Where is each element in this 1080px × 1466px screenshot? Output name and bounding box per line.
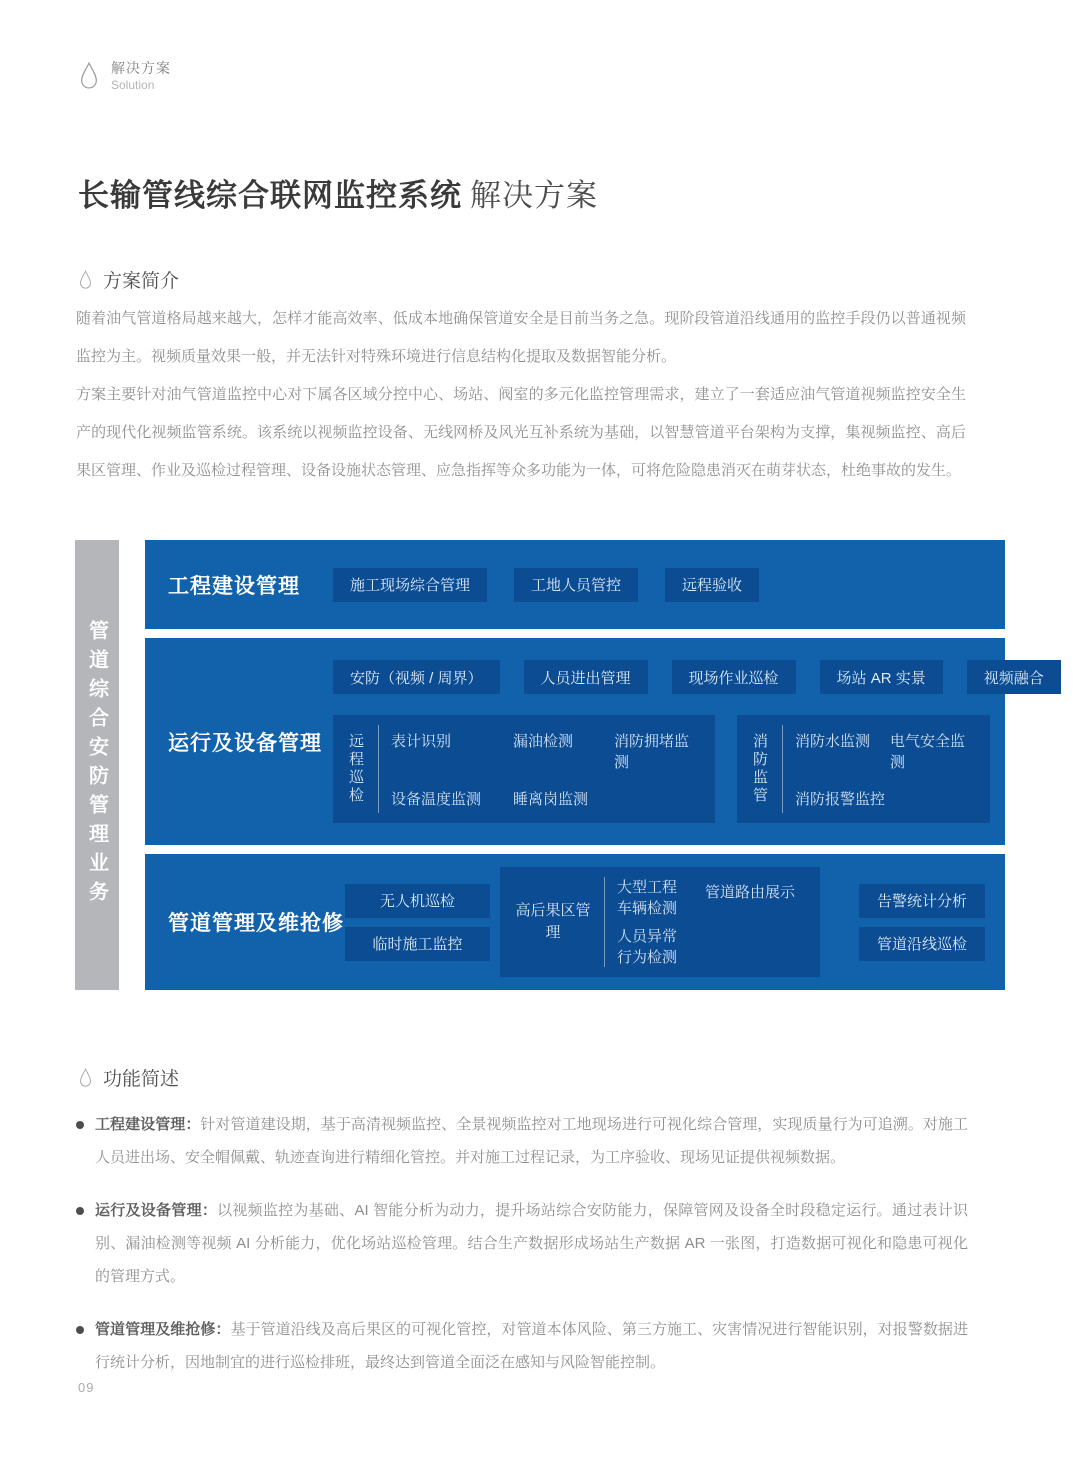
bullet-body: 基于管道沿线及高后果区的可视化管控，对管道本体风险、第三方施工、灾害情况进行智能识别，对报警数据进行统计分析，因地制宜的进行巡检排班，最终达到管道全面泛在感知与风险智能控制。 [95, 1321, 968, 1371]
bullet-lead: 工程建设管理： [95, 1116, 201, 1133]
group-vertical-label: 远程巡检 [347, 733, 364, 805]
functions-section-heading [78, 1064, 179, 1091]
bullet-lead: 管道管理及维抢修： [95, 1321, 231, 1338]
brand-logo [78, 60, 171, 93]
group-fire-supervision [737, 715, 990, 823]
chip: 施工现场综合管理 [333, 568, 487, 602]
bullet-icon [76, 1326, 84, 1334]
page-title-main: 长输管线综合联网监控系统 [78, 178, 462, 213]
group-items [617, 877, 689, 968]
bullet-icon [76, 1207, 84, 1215]
chip: 安防（视频 / 周界） [333, 660, 500, 694]
chip: 告警统计分析 [859, 884, 985, 918]
group-item: 漏油检测 [513, 732, 574, 750]
intro-paragraph-2: 方案主要针对油气管道监控中心对下属各区域分控中心、场站、阀室的多元化监控管理需求，建立了一套适应油气管道视频监控安全生产的现代化视频监管系统。该系统以视频监控设备、无线网桥及风光互补系统为基础，以智慧管道平台架构为支撑，集视频监控、高后果区管理、作业及巡检过程管理、设备设施状态管理、应急指挥等众多功能为一体，可将危险隐患消灭在萌芽状态，杜绝事故的发生。 [76, 386, 966, 479]
group-item: 管道路由展示 [705, 884, 796, 901]
panel-label: 工程建设管理 [168, 574, 300, 598]
water-drop-icon [78, 61, 100, 91]
functions-list [76, 1108, 968, 1399]
group-vertical-label: 消防监管 [751, 733, 768, 805]
divider [782, 725, 783, 813]
group-item: 消防拥堵监测 [614, 732, 690, 771]
group-remote-inspection [333, 715, 715, 823]
panel-label: 运行及设备管理 [168, 731, 322, 755]
intro-heading-label: 方案简介 [103, 271, 180, 292]
diagram-panels [145, 540, 1044, 990]
diagram-sidebar [75, 540, 119, 990]
group-high-consequence-area [500, 867, 820, 977]
chip: 远程验收 [665, 568, 759, 602]
list-item [76, 1313, 968, 1379]
group-item: 大型工程车辆检测 [617, 878, 678, 917]
group-item: 表计识别 [391, 732, 452, 750]
bullet-body: 以视频监控为基础、AI 智能分析为动力，提升场站综合安防能力，保障管网及设备全时段稳定运行。通过表计识别、漏油检测等视频 AI 分析能力，优化场站巡检管理。结合生产数据形成场站生产数据 AR 一张图，打造数据可视化和隐患可视化的管理方式。 [95, 1202, 968, 1285]
panel3-left-chips [345, 884, 490, 961]
group-item: 睡离岗监测 [513, 790, 589, 808]
panel2-groups [333, 715, 1005, 823]
bullet-icon [76, 1121, 84, 1129]
bullet-body: 针对管道建设期，基于高清视频监控、全景视频监控对工地现场进行可视化综合管理，实现质量行为可追溯。对施工人员进出场、安全帽佩戴、轨迹查询进行精细化管控。并对施工过程记录，为工序验收、现场见证提供视频数据。 [95, 1116, 968, 1166]
list-item [76, 1108, 968, 1174]
divider [378, 725, 379, 813]
panel-construction-management [145, 540, 1005, 629]
intro-paragraph-1: 随着油气管道格局越来越大，怎样才能高效率、低成本地确保管道安全是目前当务之急。现阶段管道沿线通用的监控手段仍以普通视频监控为主。视频质量效果一般，并无法针对特殊环境进行信息结构化提取及数据智能分析。 [76, 310, 966, 365]
chip: 场站 AR 实景 [820, 660, 943, 694]
chip: 视频融合 [967, 660, 1061, 694]
group-label: 高后果区管理 [515, 902, 591, 941]
panel2-chips [333, 660, 1044, 694]
brand-title: 解决方案 [111, 60, 171, 76]
functions-heading-label: 功能简述 [103, 1069, 180, 1090]
group-items [795, 730, 978, 809]
water-drop-icon [78, 269, 93, 291]
chip: 无人机巡检 [345, 884, 490, 918]
page-title [78, 170, 598, 215]
panel1-chips [333, 568, 759, 602]
group-item: 设备温度监测 [391, 790, 482, 808]
list-item [76, 1194, 968, 1293]
brand-subtitle: Solution [111, 77, 155, 92]
panel-label: 管道管理及维抢修 [168, 912, 344, 935]
group-item: 电气安全监测 [890, 732, 966, 771]
chip: 工地人员管控 [514, 568, 638, 602]
group-item: 消防水监测 [795, 732, 871, 750]
intro-section-heading [78, 266, 179, 293]
group-item: 人员异常行为检测 [617, 927, 678, 966]
chip: 管道沿线巡检 [859, 927, 985, 961]
group-items [391, 730, 703, 809]
group-item: 消防报警监控 [795, 790, 886, 808]
divider [604, 877, 605, 967]
chip: 临时施工监控 [345, 927, 490, 961]
intro-paragraphs [76, 300, 966, 490]
chip: 现场作业巡检 [672, 660, 796, 694]
page-title-suffix: 解决方案 [470, 178, 598, 213]
page-number: 09 [78, 1380, 95, 1395]
panel2-content [333, 660, 1044, 823]
chip: 人员进出管理 [524, 660, 648, 694]
panel3-right-chips [859, 884, 985, 961]
bullet-lead: 运行及设备管理： [95, 1202, 218, 1219]
diagram-sidebar-label: 管道综合安防管理业务 [85, 620, 108, 910]
panel-pipeline-maintenance [145, 854, 1005, 990]
business-diagram [75, 540, 1044, 990]
panel-operation-equipment [145, 638, 1044, 845]
water-drop-icon [78, 1067, 93, 1089]
